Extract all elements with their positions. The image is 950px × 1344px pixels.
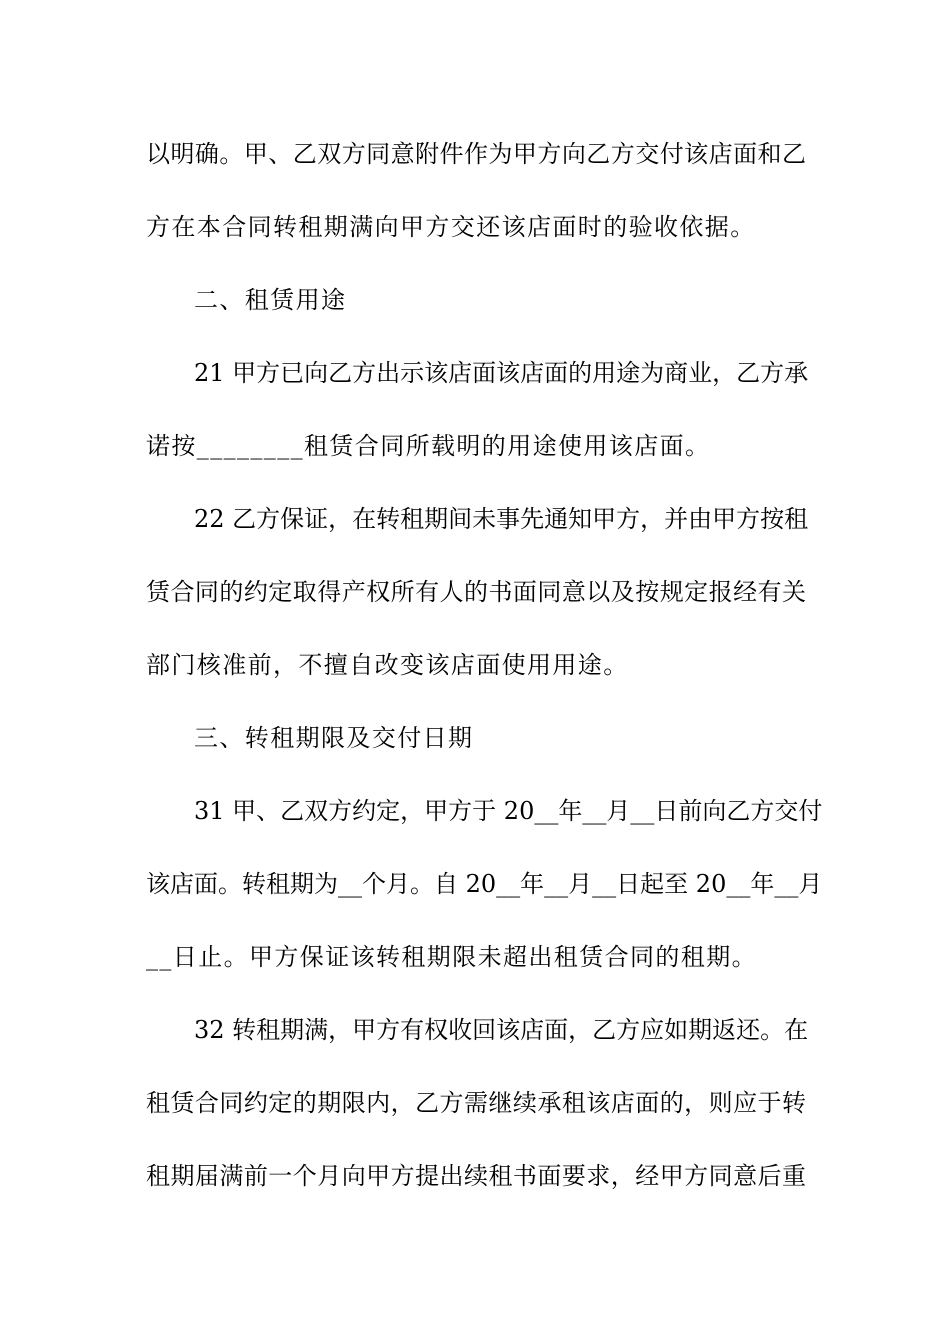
- text-line: 诺按________租赁合同所载明的用途使用该店面。: [146, 432, 711, 460]
- section-heading: 二、租赁用途: [194, 286, 347, 314]
- text-line: 部门核准前，不擅自改变该店面使用用途。: [146, 651, 629, 679]
- text-line: 方在本合同转租期满向甲方交还该店面时的验收依据。: [146, 213, 756, 241]
- text-line: 21 甲方已向乙方出示该店面该店面的用途为商业，乙方承: [194, 359, 809, 387]
- text-line: __日止。甲方保证该转租期限未超出租赁合同的租期。: [146, 943, 757, 971]
- text-line: 31 甲、乙双方约定，甲方于 20__年__月__日前向乙方交付: [194, 797, 823, 825]
- text-line: 租赁合同约定的期限内，乙方需继续承租该店面的，则应于转: [146, 1089, 806, 1117]
- text-line: 以明确。甲、乙双方同意附件作为甲方向乙方交付该店面和乙: [146, 140, 806, 168]
- section-heading: 三、转租期限及交付日期: [194, 724, 474, 752]
- text-line: 32 转租期满，甲方有权收回该店面，乙方应如期返还。在: [194, 1016, 809, 1044]
- text-line: 租期届满前一个月向甲方提出续租书面要求，经甲方同意后重: [146, 1162, 806, 1190]
- text-line: 22 乙方保证，在转租期间未事先通知甲方，并由甲方按租: [194, 505, 809, 533]
- text-line: 该店面。转租期为__个月。自 20__年__月__日起至 20__年__月: [146, 870, 823, 898]
- text-line: 赁合同的约定取得产权所有人的书面同意以及按规定报经有关: [146, 578, 806, 606]
